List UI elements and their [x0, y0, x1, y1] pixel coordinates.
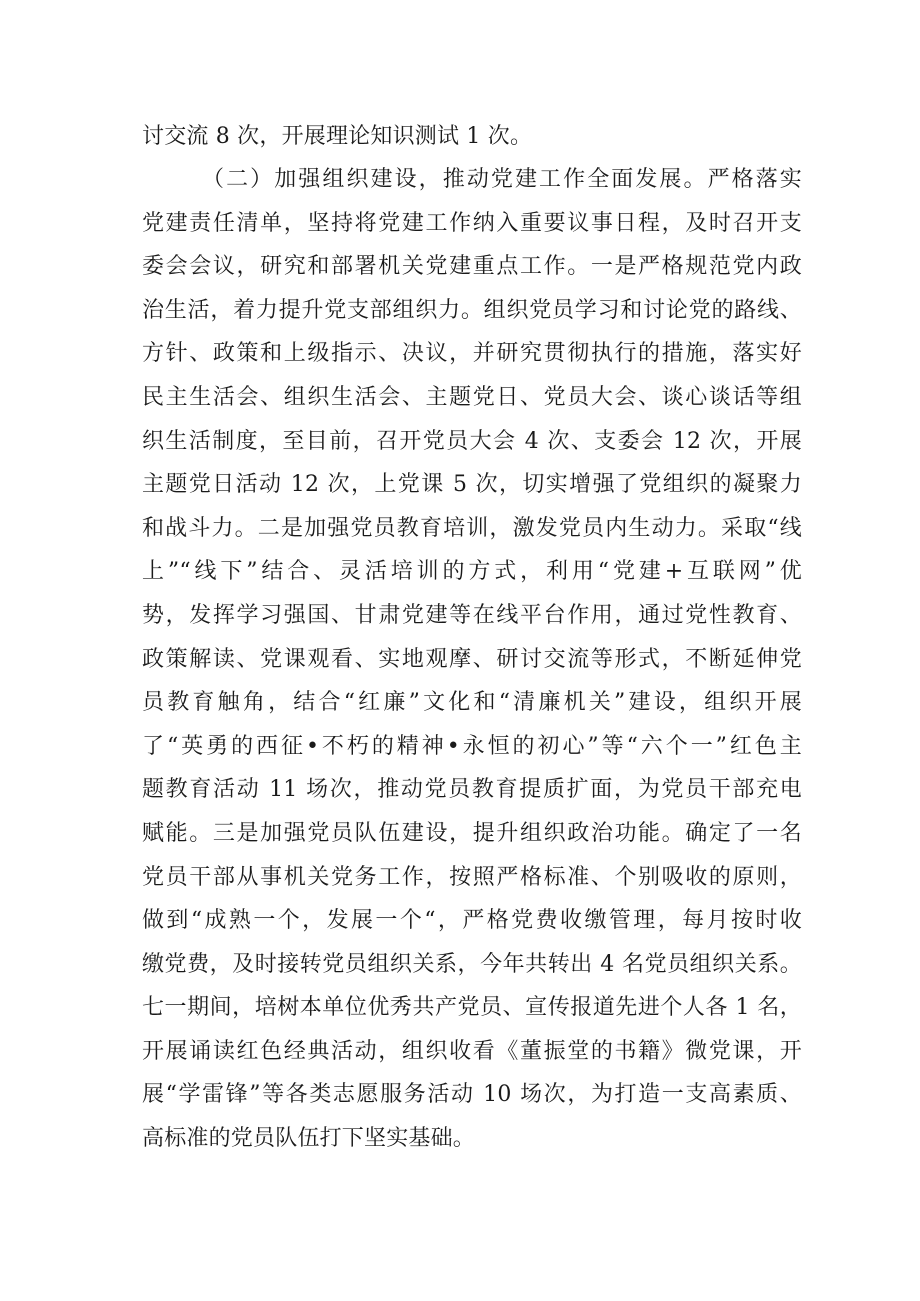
text-line: 了“英勇的西征•不朽的精神•永恒的初心”等“六个一”红色主 — [142, 733, 802, 759]
text-line: 七一期间，培树本单位优秀共产党员、宣传报道先进个人各 1 名， — [142, 995, 802, 1021]
text-line: 缴党费，及时接转党员组织关系，今年共转出 4 名党员组织关系。 — [142, 951, 802, 977]
text-line: 做到“成熟一个，发展一个“，严格党费收缴管理，每月按时收 — [142, 908, 802, 934]
text-line: 高标准的党员队伍打下坚实基础。 — [142, 1126, 476, 1152]
text-line: 织生活制度，至目前，召开党员大会 4 次、支委会 12 次，开展 — [142, 428, 802, 454]
text-line: 上”“线下”结合、灵活培训的方式，利用“党建+互联网”优 — [142, 559, 802, 585]
text-line: 和战斗力。二是加强党员教育培训，激发党员内生动力。采取“线 — [142, 515, 802, 541]
text-line: 党员干部从事机关党务工作，按照严格标准、个别吸收的原则， — [142, 864, 802, 890]
text-line: 政策解读、党课观看、实地观摩、研讨交流等形式，不断延伸党 — [142, 646, 802, 672]
text-line: 主题党日活动 12 次，上党课 5 次，切实增强了党组织的凝聚力 — [142, 472, 802, 498]
text-line: （二）加强组织建设，推动党建工作全面发展。严格落实 — [202, 167, 802, 192]
text-line: 讨交流 8 次，开展理论知识测试 1 次。 — [142, 124, 533, 149]
text-line: 治生活，着力提升党支部组织力。组织党员学习和讨论党的路线、 — [142, 297, 802, 323]
text-line: 展“学雷锋”等各类志愿服务活动 10 场次，为打造一支高素质、 — [142, 1082, 802, 1108]
text-line: 赋能。三是加强党员队伍建设，提升组织政治功能。确定了一名 — [142, 820, 802, 846]
text-line: 开展诵读红色经典活动，组织收看《董振堂的书籍》微党课，开 — [142, 1038, 802, 1064]
text-line: 势，发挥学习强国、甘肃党建等在线平台作用，通过党性教育、 — [142, 602, 802, 628]
paragraph-1 — [142, 115, 802, 159]
text-line: 题教育活动 11 场次，推动党员教育提质扩面，为党员干部充电 — [142, 777, 802, 803]
text-line: 员教育触角，结合“红廉”文化和“清廉机关”建设，组织开展 — [142, 690, 802, 716]
text-line: 民主生活会、组织生活会、主题党日、党员大会、谈心谈话等组 — [142, 384, 802, 410]
paragraph-2 — [142, 158, 802, 1161]
text-line: 委会会议，研究和部署机关党建重点工作。一是严格规范党内政 — [142, 254, 802, 280]
text-line: 党建责任清单，坚持将党建工作纳入重要议事日程，及时召开支 — [142, 210, 802, 236]
text-line: 方针、政策和上级指示、决议，并研究贯彻执行的措施，落实好 — [142, 341, 802, 367]
